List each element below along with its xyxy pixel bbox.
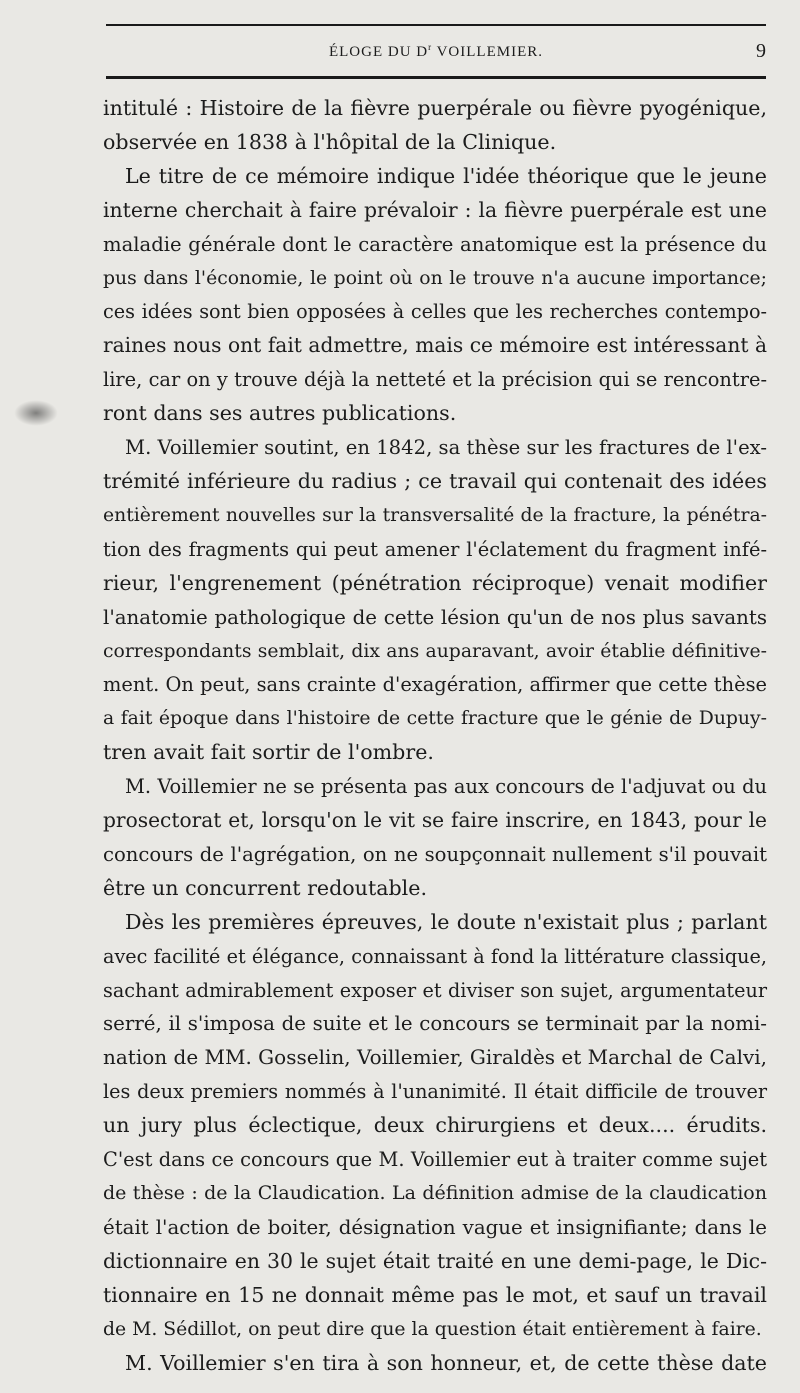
text-line: maladie générale dont le caractère anatomique est la présence du bbox=[103, 232, 767, 256]
header-rule-bottom bbox=[106, 76, 766, 79]
text-line: de thèse : de la Claudication. La définition admise de la claudication bbox=[103, 1182, 767, 1204]
text-line: l'anatomie pathologique de cette lésion qu'un de nos plus savants bbox=[103, 605, 767, 629]
text-line: lire, car on y trouve déjà la netteté et la précision qui se rencontre- bbox=[103, 368, 767, 392]
text-line: les deux premiers nommés à l'unanimité. Il était difficile de trouver bbox=[103, 1080, 767, 1104]
text-line: correspondants semblait, dix ans auparavant, avoir établie définitive- bbox=[103, 640, 767, 662]
text-line: rieur, l'engrenement (pénétration réciproque) venait modifier bbox=[103, 570, 767, 595]
text-line: raines nous ont fait admettre, mais ce mémoire est intéressant à bbox=[103, 333, 767, 358]
text-line: concours de l'agrégation, on ne soupçonnait nullement s'il pouvait bbox=[103, 842, 767, 866]
text-line: prosectorat et, lorsqu'on le vit se faire inscrire, en 1843, pour le bbox=[103, 808, 767, 833]
text-line: tren avait fait sortir de l'ombre. bbox=[103, 740, 434, 765]
header-rule-top bbox=[106, 24, 766, 26]
page-number: 9 bbox=[756, 40, 766, 62]
text-line: M. Voillemier soutint, en 1842, sa thèse sur les fractures de l'ex- bbox=[125, 436, 767, 460]
text-line: dictionnaire en 30 le sujet était traité en une demi-page, le Dic- bbox=[103, 1248, 767, 1273]
running-title: ÉLOGE DU $D^r$ VOILLEMIER. bbox=[328, 42, 544, 60]
text-line: était l'action de boiter, désignation vague et insignifiante; dans le bbox=[103, 1215, 767, 1239]
text-line: nation de MM. Gosselin, Voillemier, Giraldès et Marchal de Calvi, bbox=[103, 1045, 768, 1070]
text-line: sachant admirablement exposer et diviser son sujet, argumentateur bbox=[103, 978, 767, 1002]
ink-smudge bbox=[14, 400, 58, 426]
text-line: serré, il s'imposa de suite et le concours se terminait par la nomi- bbox=[103, 1012, 767, 1036]
text-line: Le titre de ce mémoire indique l'idée théorique que le jeune bbox=[125, 163, 767, 188]
text-line: Dès les premières épreuves, le doute n'existait plus ; parlant bbox=[125, 909, 767, 934]
text-line: avec facilité et élégance, connaissant à fond la littérature classique, bbox=[103, 944, 767, 968]
text-line: tionnaire en 15 ne donnait même pas le mot, et sauf un travail bbox=[103, 1282, 767, 1307]
text-line: M. Voillemier ne se présenta pas aux concours de l'adjuvat ou du bbox=[125, 775, 767, 799]
text-line: observée en 1838 à l'hôpital de la Clinique. bbox=[103, 129, 557, 154]
body-text bbox=[103, 92, 767, 1380]
text-line: trémité inférieure du radius ; ce travail qui contenait des idées bbox=[103, 468, 767, 493]
text-line: M. Voillemier s'en tira à son honneur, et, de cette thèse date bbox=[125, 1350, 767, 1375]
text-line: C'est dans ce concours que M. Voillemier eut à traiter comme sujet bbox=[103, 1148, 767, 1172]
text-line: ment. On peut, sans crainte d'exagération, affirmer que cette thèse bbox=[103, 673, 767, 697]
text-line: de M. Sédillot, on peut dire que la question était entièrement à faire. bbox=[103, 1318, 762, 1340]
text-line: pus dans l'économie, le point où on le trouve n'a aucune importance; bbox=[103, 267, 767, 289]
text-line: un jury plus éclectique, deux chirurgiens et deux.... érudits. bbox=[103, 1113, 767, 1138]
text-line: ront dans ses autres publications. bbox=[103, 401, 457, 426]
text-line: a fait époque dans l'histoire de cette fracture que le génie de Dupuy- bbox=[103, 708, 767, 730]
text-line: ces idées sont bien opposées à celles que les recherches contempo- bbox=[103, 300, 767, 324]
text-line: intitulé : Histoire de la fièvre puerpérale ou fièvre pyogénique, bbox=[103, 96, 767, 120]
text-line: entièrement nouvelles sur la transversalité de la fracture, la pénétra- bbox=[103, 504, 767, 526]
text-line: interne cherchait à faire prévaloir : la fièvre puerpérale est une bbox=[103, 197, 767, 222]
text-line: tion des fragments qui peut amener l'éclatement du fragment infé- bbox=[103, 537, 767, 561]
text-line: être un concurrent redoutable. bbox=[103, 875, 427, 900]
